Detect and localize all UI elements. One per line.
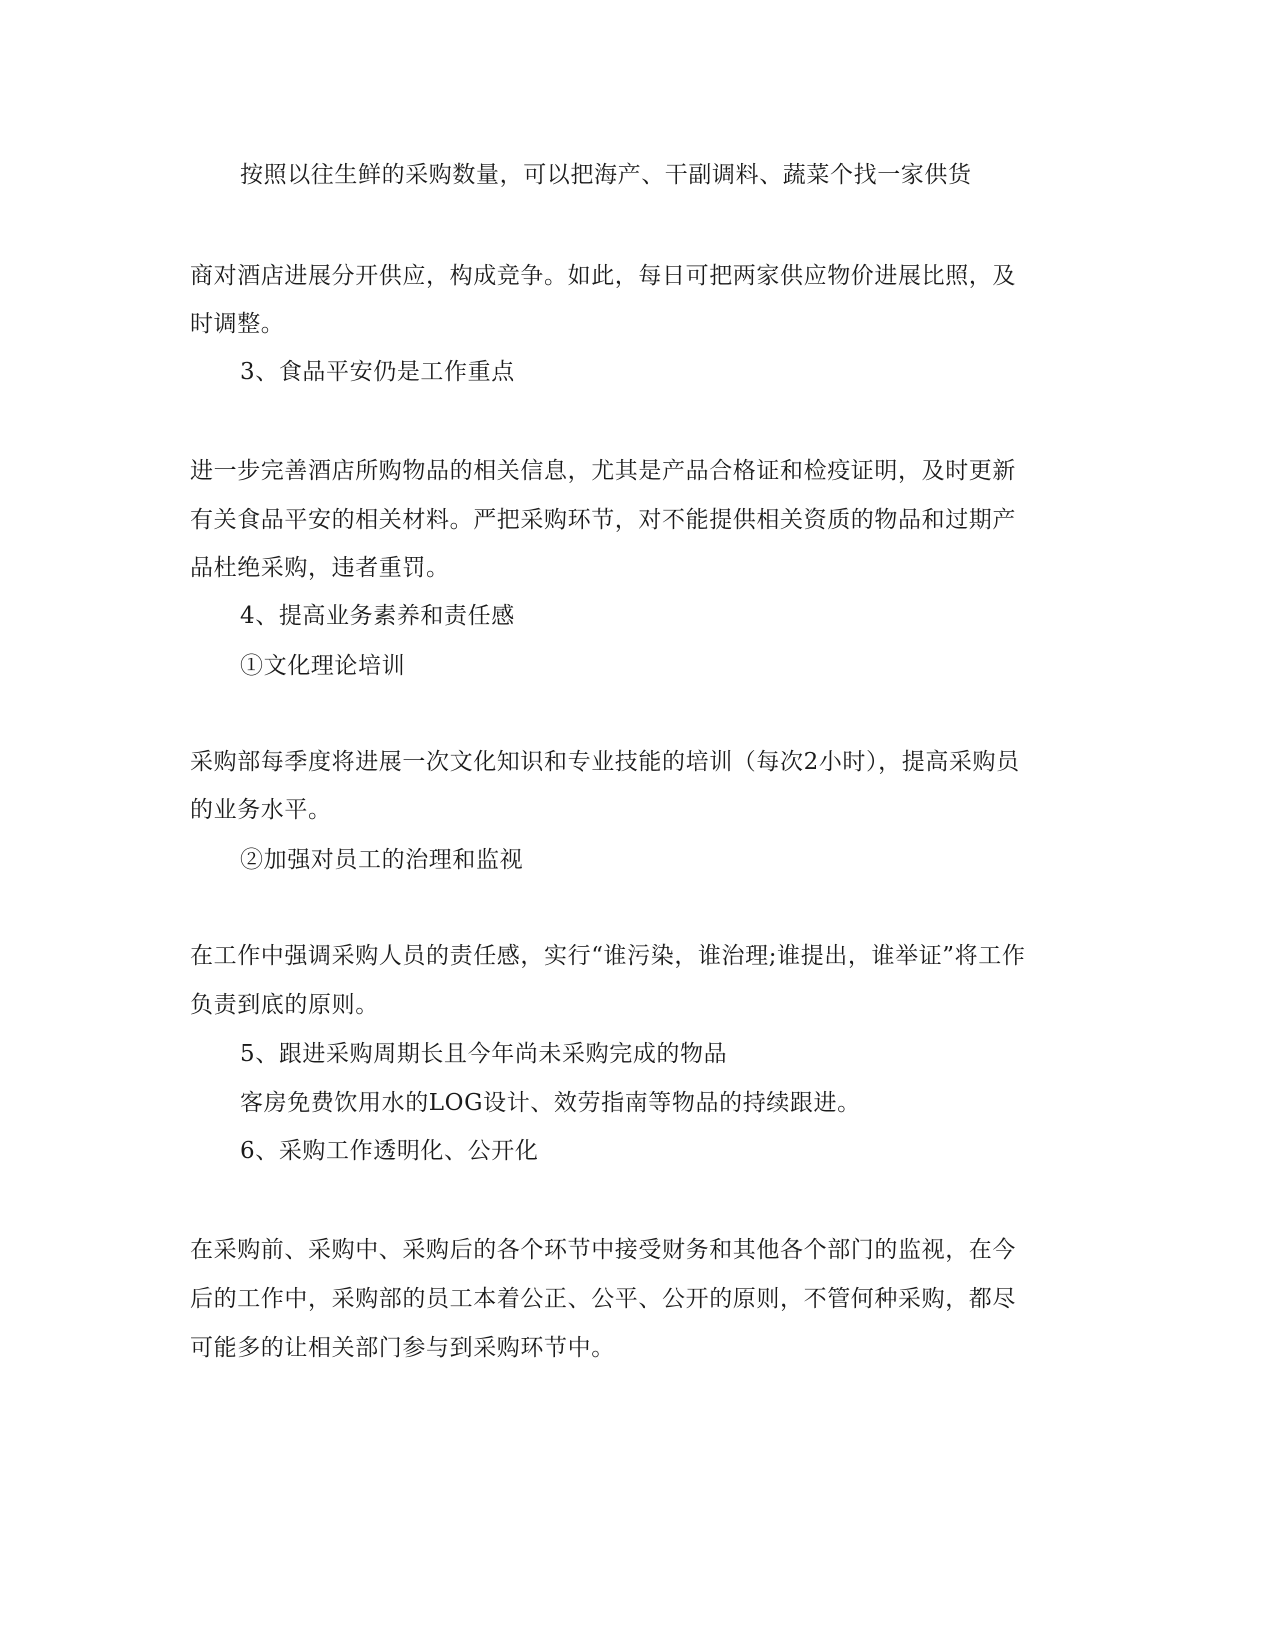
- section-heading: 4、提高业务素养和责任感: [240, 603, 515, 629]
- paragraph-line: 采购部每季度将进展一次文化知识和专业技能的培训（每次2小时），提高采购员: [190, 749, 1020, 775]
- section-heading: 6、采购工作透明化、公开化: [240, 1138, 539, 1164]
- paragraph-line: 按照以往生鲜的采购数量，可以把海产、干副调料、蔬菜个找一家供货: [240, 162, 972, 188]
- paragraph-line: 进一步完善酒店所购物品的相关信息，尤其是产品合格证和检疫证明，及时更新: [190, 458, 1016, 484]
- section-heading: 5、跟进采购周期长且今年尚未采购完成的物品: [240, 1041, 728, 1067]
- subsection-heading: ①文化理论培训: [240, 653, 406, 679]
- paragraph-line: 可能多的让相关部门参与到采购环节中。: [190, 1335, 615, 1361]
- paragraph-line: 后的工作中，采购部的员工本着公正、公平、公开的原则，不管何种采购，都尽: [190, 1286, 1016, 1312]
- paragraph-line: 负责到底的原则。: [190, 992, 379, 1018]
- paragraph-line: 品杜绝采购，违者重罚。: [190, 555, 450, 581]
- paragraph-line: 有关食品平安的相关材料。严把采购环节，对不能提供相关资质的物品和过期产: [190, 507, 1016, 533]
- paragraph-line: 在工作中强调采购人员的责任感，实行“谁污染，谁治理;谁提出，谁举证”将工作: [190, 943, 1026, 969]
- paragraph-line: 在采购前、采购中、采购后的各个环节中接受财务和其他各个部门的监视，在今: [190, 1237, 1016, 1263]
- paragraph-line: 客房免费饮用水的LOG设计、效劳指南等物品的持续跟进。: [240, 1090, 861, 1116]
- subsection-heading: ②加强对员工的治理和监视: [240, 847, 524, 873]
- paragraph-line: 时调整。: [190, 311, 285, 337]
- section-heading: 3、食品平安仍是工作重点: [240, 359, 515, 385]
- paragraph-line: 的业务水平。: [190, 797, 332, 823]
- paragraph-line: 商对酒店进展分开供应，构成竞争。如此，每日可把两家供应物价进展比照，及: [190, 263, 1016, 289]
